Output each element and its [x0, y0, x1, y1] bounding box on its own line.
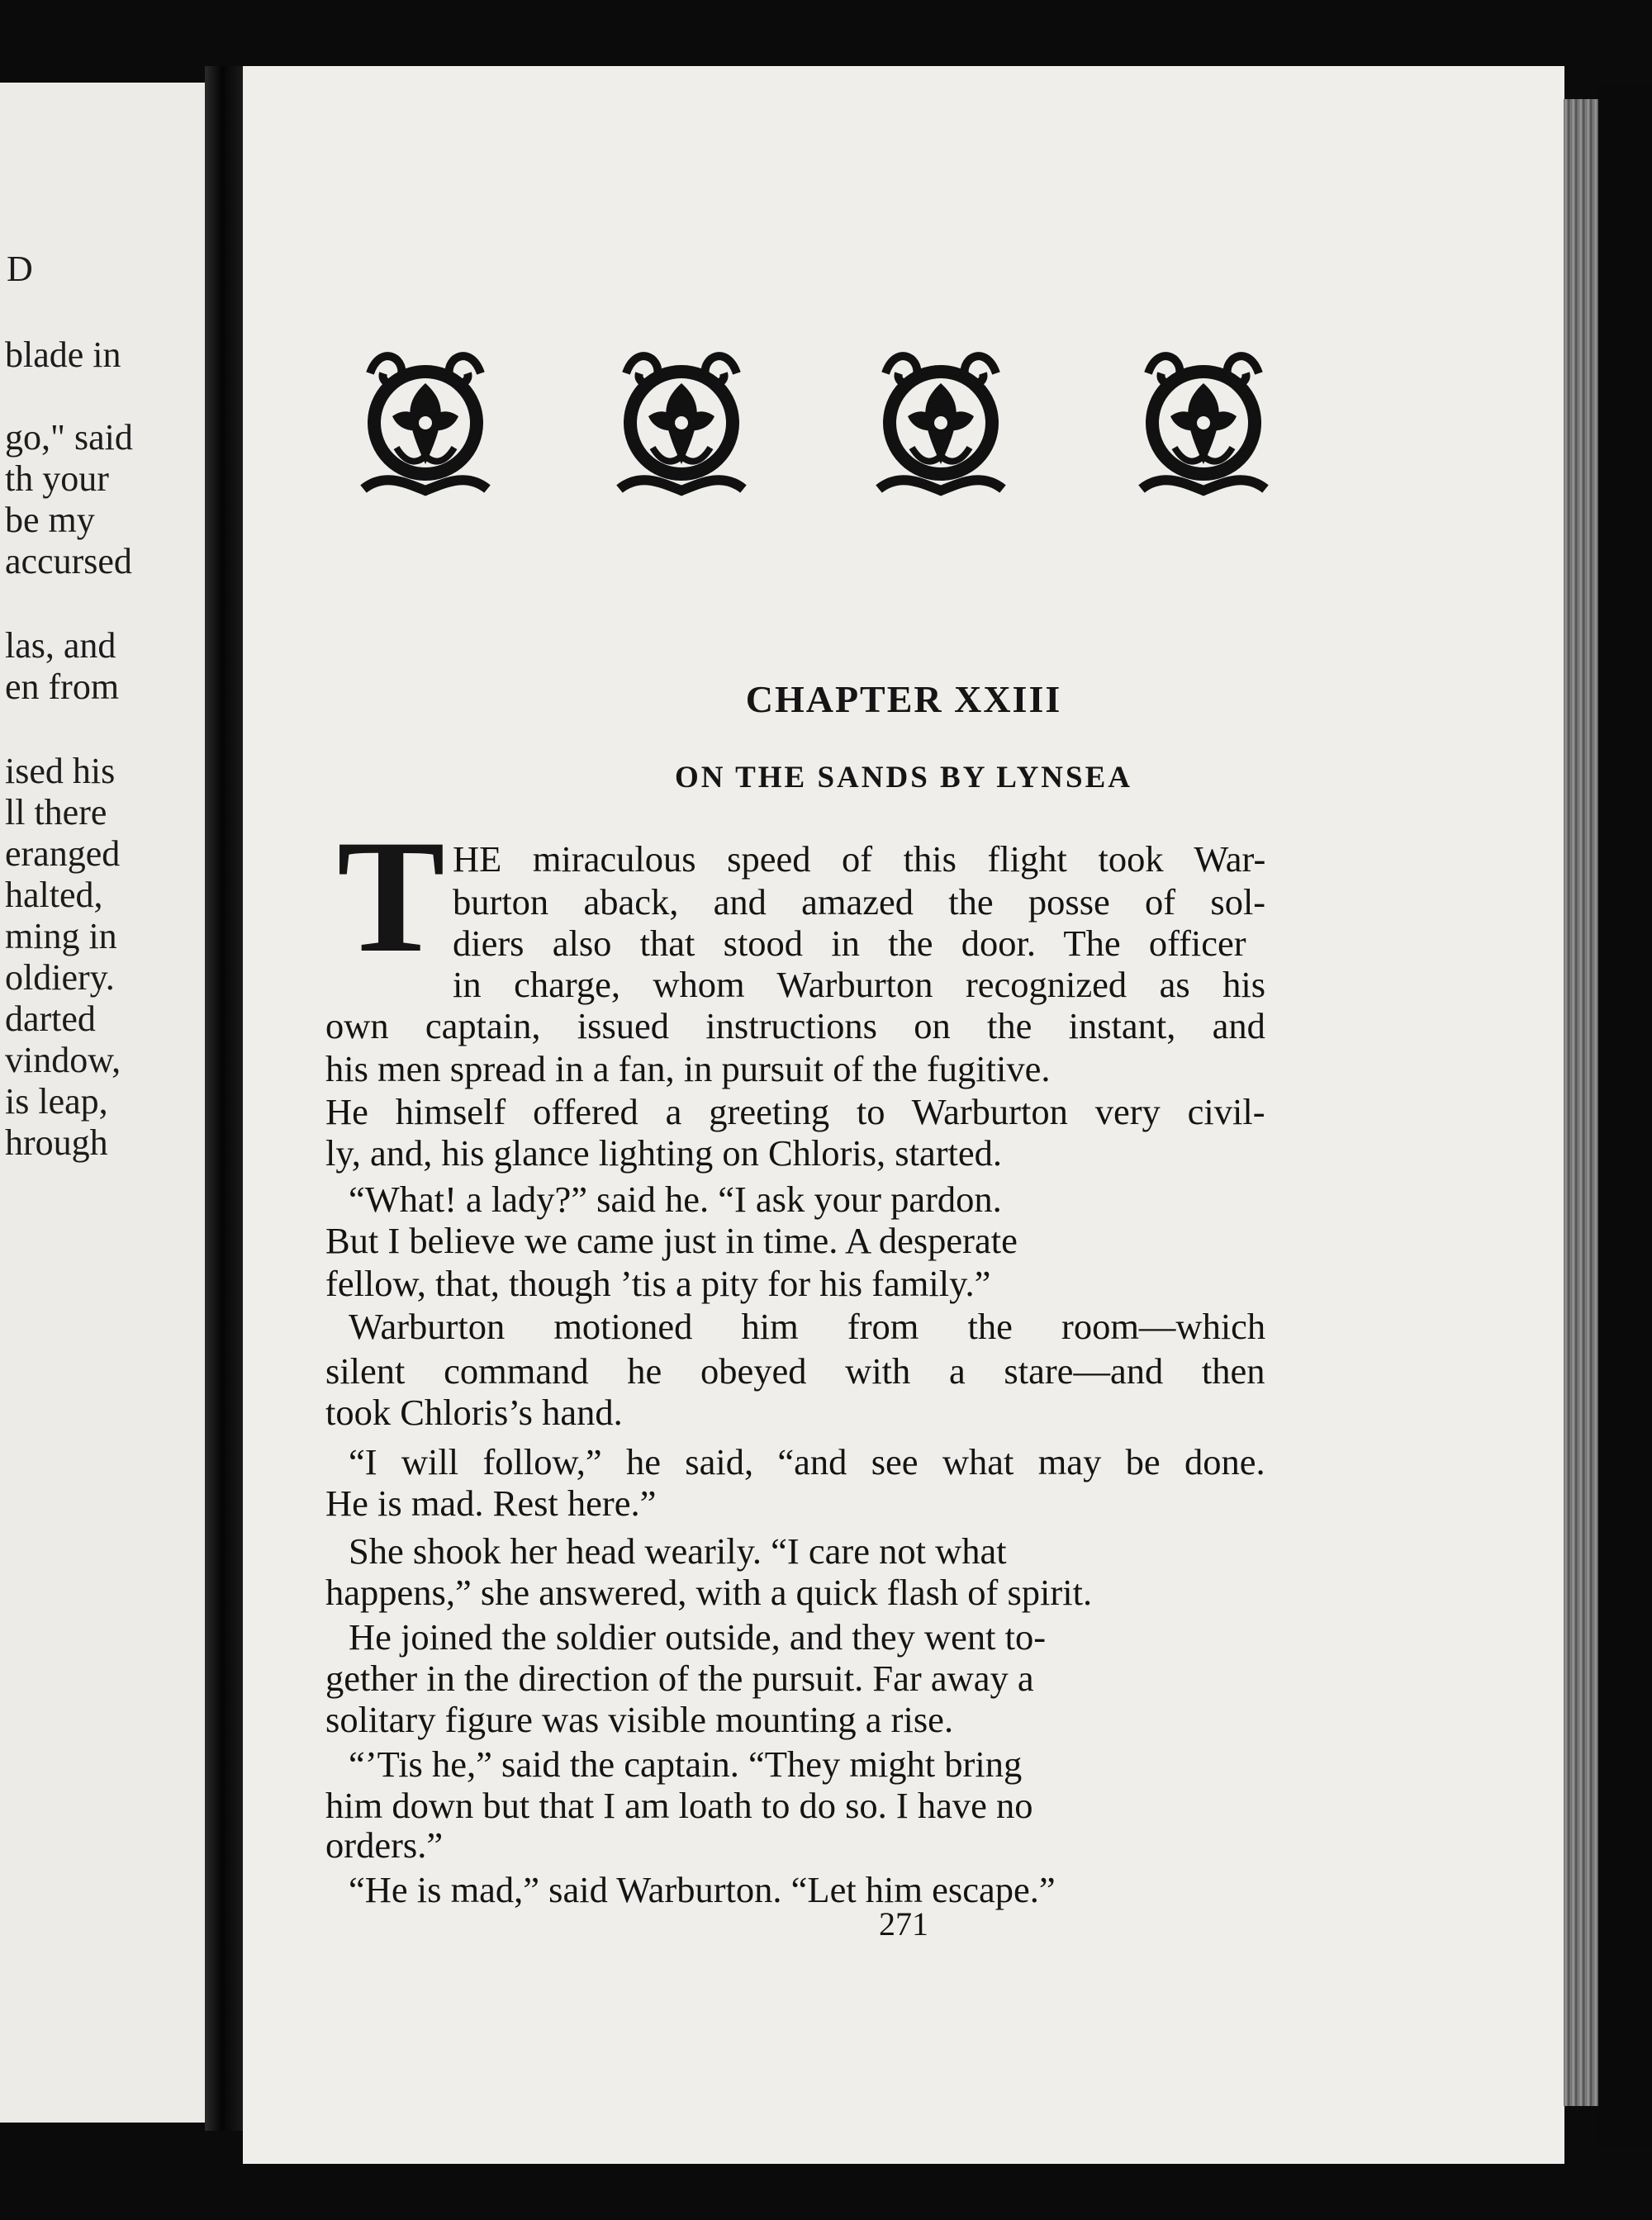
left-page-line: th your — [5, 458, 109, 499]
body-line: He is mad. Rest here.” — [325, 1482, 657, 1524]
body-line: him down but that I am loath to do so. I have no — [325, 1785, 1033, 1826]
ornament-2 — [603, 340, 760, 505]
left-page-line: D — [7, 249, 33, 289]
body-line: He himself offered a greeting to Warburton very civil- — [325, 1091, 1265, 1132]
body-line: solitary figure was visible mounting a rise. — [325, 1699, 954, 1740]
body-line: diers also that stood in the door. The officer — [453, 923, 1246, 964]
page-edges — [1564, 99, 1598, 2106]
left-page-line: ised his — [5, 751, 116, 791]
body-line: ly, and, his glance lighting on Chloris, started. — [325, 1132, 1003, 1174]
body-line: silent command he obeyed with a stare—and then — [325, 1350, 1265, 1392]
ornament-4 — [1125, 340, 1282, 505]
body-line: took Chloris’s hand. — [325, 1392, 623, 1433]
body-line: “I will follow,” he said, “and see what may be done. — [349, 1441, 1265, 1482]
left-page-line: blade in — [5, 334, 121, 375]
background-edge — [1598, 83, 1652, 2147]
body-line: “He is mad,” said Warburton. “Let him escape.” — [349, 1869, 1056, 1910]
body-line: HE miraculous speed of this flight took War- — [453, 838, 1266, 880]
left-page-line: las, and — [5, 625, 116, 666]
body-line: his men spread in a fan, in pursuit of the fugitive. — [325, 1048, 1051, 1089]
left-page-line: is leap, — [5, 1081, 108, 1122]
left-page-line: vindow, — [5, 1040, 121, 1080]
left-page — [0, 83, 235, 2123]
left-page-line: eranged — [5, 833, 121, 874]
book-gutter — [205, 66, 243, 2131]
left-page-line: en from — [5, 666, 120, 707]
body-line: But I believe we came just in time. A desperate — [325, 1220, 1018, 1261]
body-line: “What! a lady?” said he. “I ask your pardon. — [349, 1179, 1002, 1220]
body-line: Warburton motioned him from the room—which — [349, 1306, 1266, 1347]
main-page — [243, 66, 1564, 2164]
body-line: burton aback, and amazed the posse of sol- — [453, 881, 1266, 923]
page-number: 271 — [879, 1905, 928, 1942]
body-line: happens,” she answered, with a quick flash of spirit. — [325, 1572, 1093, 1613]
body-line: She shook her head wearily. “I care not what — [349, 1530, 1007, 1572]
ornament-1 — [347, 340, 504, 505]
drop-cap: T — [337, 807, 445, 986]
body-line: in charge, whom Warburton recognized as his — [453, 964, 1266, 1005]
body-line: orders.” — [325, 1824, 444, 1866]
left-page-line: ming in — [5, 916, 117, 956]
left-page-line: accursed — [5, 541, 132, 581]
body-line: fellow, that, though ’tis a pity for his family.” — [325, 1263, 991, 1304]
left-page-line: go," said — [5, 417, 133, 458]
body-line: gether in the direction of the pursuit. Far away a — [325, 1658, 1034, 1699]
chapter-subtitle: ON THE SANDS BY LYNSEA — [674, 761, 1132, 795]
left-page-line: be my — [5, 500, 95, 540]
body-line: He joined the soldier outside, and they went to- — [349, 1616, 1047, 1658]
left-page-line: hrough — [5, 1122, 108, 1163]
left-page-line: oldiery. — [5, 957, 115, 998]
body-line: “’Tis he,” said the captain. “They might bring — [349, 1743, 1023, 1785]
chapter-title: CHAPTER XXIII — [745, 678, 1062, 720]
left-page-line: darted — [5, 999, 96, 1039]
left-page-line: ll there — [5, 792, 107, 832]
ornament-3 — [862, 340, 1019, 505]
body-line: own captain, issued instructions on the instant, and — [325, 1005, 1265, 1046]
left-page-line: halted, — [5, 875, 103, 915]
